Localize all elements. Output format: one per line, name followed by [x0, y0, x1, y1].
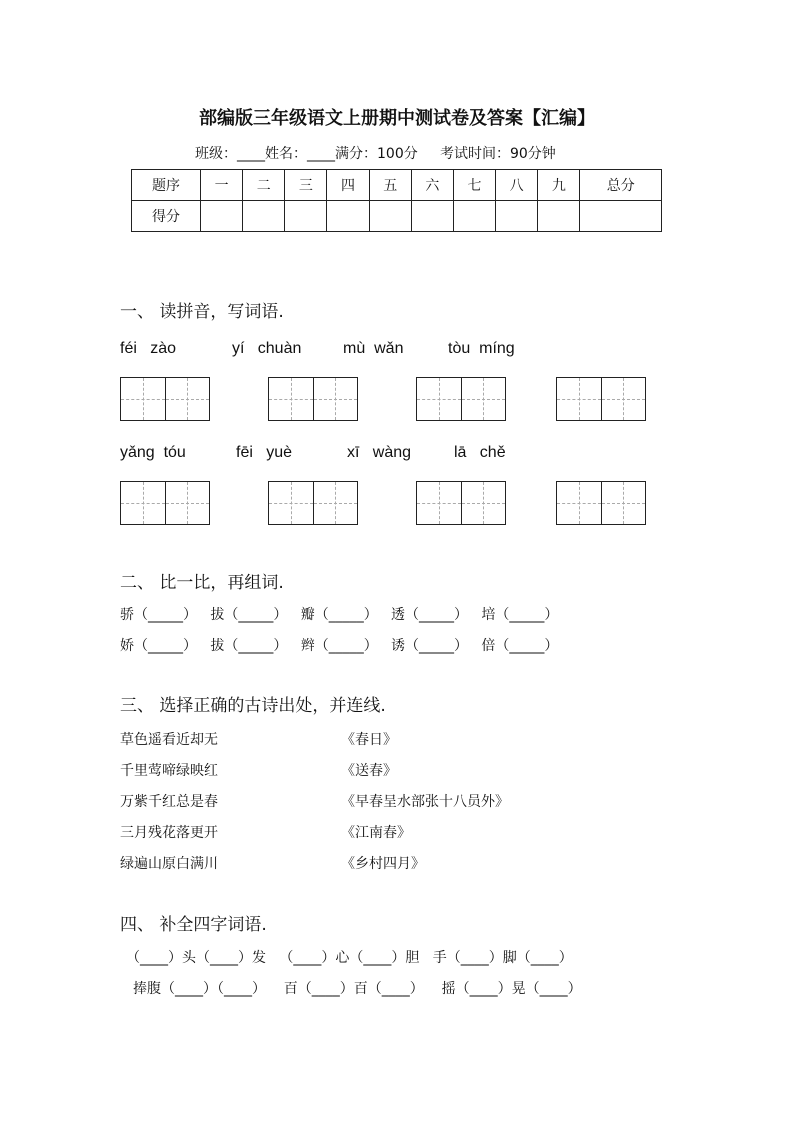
writing-grid[interactable] [120, 377, 210, 421]
poem-line: 绿遍山原白满川 [120, 856, 218, 872]
writing-grid[interactable] [556, 377, 646, 421]
writing-grid[interactable] [416, 377, 506, 421]
idiom-line: 捧腹（____）（____） 百（____）百（____） 摇（____）晃（____） [133, 981, 582, 997]
table-cell: 五 [369, 170, 411, 201]
word-compare-line: 娇（_____） 拔（_____） 辫（_____） 诱（_____） 倍（_____） [120, 638, 559, 654]
section-3-heading: 三、 选择正确的古诗出处，并连线. [120, 696, 386, 716]
word-compare-line: 骄（_____） 拔（_____） 瓣（_____） 透（_____） 培（_____） [120, 607, 559, 623]
pinyin-label: xī wàng [347, 444, 412, 461]
score-input-cell[interactable] [369, 201, 411, 232]
score-input-cell[interactable] [453, 201, 495, 232]
pinyin-label: mù wǎn [343, 340, 404, 357]
score-input-cell[interactable] [538, 201, 580, 232]
score-table [131, 169, 662, 232]
poem-title: 《早春呈水部张十八员外》 [341, 794, 509, 810]
table-cell: 四 [327, 170, 369, 201]
idiom-line: （____）头（____）发 （____）心（____）胆 手（____）脚（____） [126, 950, 573, 966]
score-input-cell[interactable] [243, 201, 285, 232]
score-input-cell[interactable] [580, 201, 662, 232]
section-1-heading: 一、 读拼音，写词语. [120, 302, 284, 322]
pinyin-label: yí chuàn [232, 340, 302, 357]
pinyin-label: lā chě [454, 444, 506, 461]
section-4-heading: 四、 补全四字词语. [120, 915, 267, 935]
score-input-cell[interactable] [201, 201, 243, 232]
table-cell: 题序 [132, 170, 201, 201]
writing-grid[interactable] [556, 481, 646, 525]
score-table-score-row [132, 201, 662, 232]
section-2-heading: 二、 比一比，再组词. [120, 573, 284, 593]
score-input-cell[interactable] [411, 201, 453, 232]
writing-grid[interactable] [120, 481, 210, 525]
info-line: 班级：____姓名：____满分：100分 考试时间：90分钟 [195, 146, 556, 162]
pinyin-label: féi zào [120, 340, 177, 357]
writing-grid[interactable] [268, 377, 358, 421]
pinyin-label: fēi yuè [236, 444, 293, 461]
table-cell: 八 [496, 170, 538, 201]
poem-title: 《乡村四月》 [341, 856, 425, 872]
writing-grid[interactable] [416, 481, 506, 525]
pinyin-label: tòu míng [448, 340, 515, 357]
poem-title: 《春日》 [341, 732, 397, 748]
table-cell: 六 [411, 170, 453, 201]
poem-line: 草色遥看近却无 [120, 732, 218, 748]
score-table-header-row [132, 170, 662, 201]
writing-grid[interactable] [268, 481, 358, 525]
table-cell: 一 [201, 170, 243, 201]
poem-title: 《江南春》 [341, 825, 411, 841]
score-input-cell[interactable] [327, 201, 369, 232]
table-cell: 得分 [132, 201, 201, 232]
poem-title: 《送春》 [341, 763, 397, 779]
table-cell: 七 [453, 170, 495, 201]
score-input-cell[interactable] [285, 201, 327, 232]
table-cell: 二 [243, 170, 285, 201]
table-cell: 总分 [580, 170, 662, 201]
poem-line: 万紫千红总是春 [120, 794, 218, 810]
poem-line: 千里莺啼绿映红 [120, 763, 218, 779]
score-input-cell[interactable] [496, 201, 538, 232]
poem-line: 三月残花落更开 [120, 825, 218, 841]
table-cell: 三 [285, 170, 327, 201]
table-cell: 九 [538, 170, 580, 201]
pinyin-label: yǎng tóu [120, 444, 186, 461]
page-title: 部编版三年级语文上册期中测试卷及答案【汇编】 [199, 108, 595, 129]
